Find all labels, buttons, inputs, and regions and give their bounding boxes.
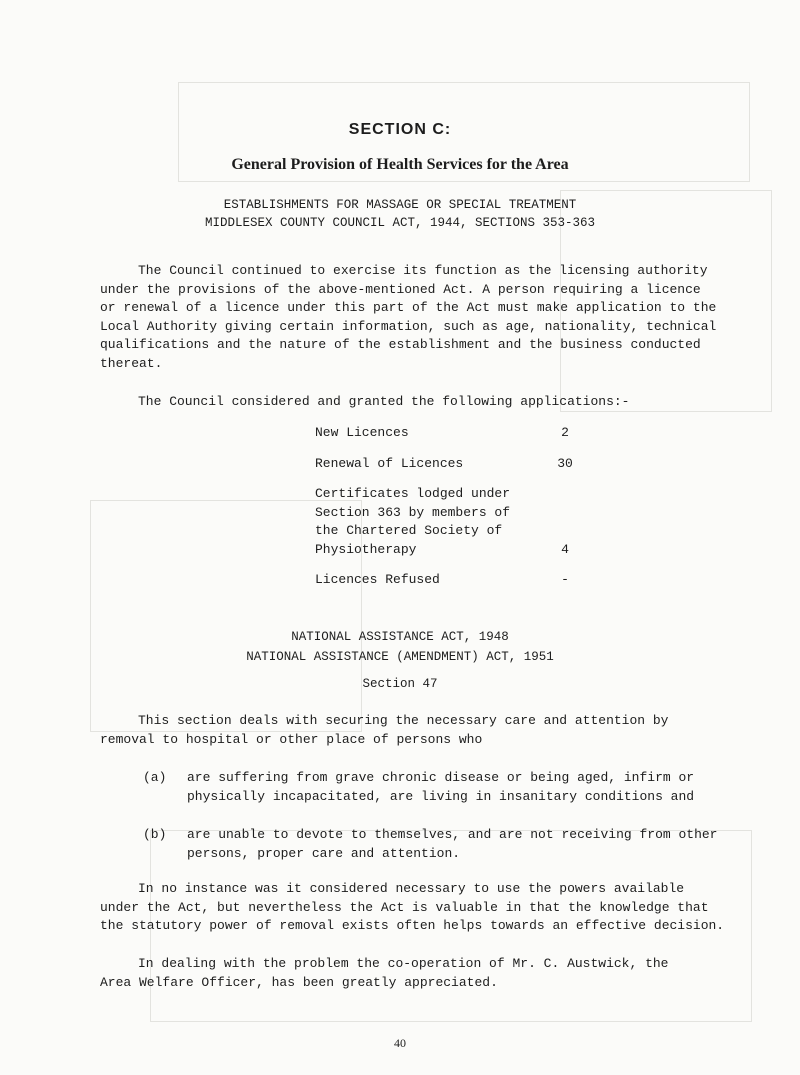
applications-row xyxy=(315,571,585,590)
establishments-heading-1: ESTABLISHMENTS FOR MASSAGE OR SPECIAL TREATMENT xyxy=(223,198,577,212)
applications-label: Section 363 by members of xyxy=(315,504,511,520)
intro-line: The Council continued to exercise its function as the licensing authority xyxy=(138,263,708,278)
applications-value: - xyxy=(561,572,569,587)
no-instance-paragraph xyxy=(100,880,740,936)
applications-row xyxy=(315,424,585,443)
applications-value: 4 xyxy=(561,541,569,557)
section-title: SECTION C: xyxy=(348,121,452,138)
applications-row xyxy=(315,485,585,559)
national-assistance-intro xyxy=(100,712,740,749)
national-assistance-heading-1: NATIONAL ASSISTANCE ACT, 1948 xyxy=(291,630,509,644)
applications-label: the Chartered Society of xyxy=(315,523,503,538)
applications-row xyxy=(315,455,585,474)
page-number: 40 xyxy=(394,1036,406,1050)
list-marker: (a) xyxy=(143,770,167,785)
applications-value: 2 xyxy=(561,425,569,440)
establishments-intro-paragraph xyxy=(100,262,740,373)
list-marker: (b) xyxy=(143,827,167,842)
establishments-heading-2: MIDDLESEX COUNTY COUNCIL ACT, 1944, SECTIONS 353-363 xyxy=(204,216,596,230)
list-item-a xyxy=(143,768,743,806)
list-line: physically incapacitated, are living in insanitary conditions and xyxy=(187,789,695,804)
para-line: under the Act, but nevertheless the Act is valuable in that the knowledge that xyxy=(100,899,709,915)
intro-line: or renewal of a licence under this part of the Act must make application to the xyxy=(100,300,717,315)
list-line: persons, proper care and attention. xyxy=(187,846,461,861)
intro-line: under the provisions of the above-mentioned Act. A person requiring a licence xyxy=(100,281,701,297)
co-operation-paragraph xyxy=(100,955,740,992)
considered-line: The Council considered and granted the following applications:- xyxy=(138,394,630,409)
section-subtitle: General Provision of Health Services for the Area xyxy=(231,156,569,173)
national-assistance-heading-3: Section 47 xyxy=(362,677,438,691)
intro-line: qualifications and the nature of the establishment and the business conducted xyxy=(100,337,701,352)
intro-line: removal to hospital or other place of persons who xyxy=(100,731,483,747)
applications-label: Physiotherapy xyxy=(315,541,417,557)
list-line: are suffering from grave chronic disease or being aged, infirm or xyxy=(187,770,695,785)
intro-line: thereat. xyxy=(100,355,163,371)
para-line: Area Welfare Officer, has been greatly appreciated. xyxy=(100,974,498,990)
intro-line: This section deals with securing the necessary care and attention by xyxy=(138,713,669,728)
applications-value: 30 xyxy=(557,455,573,471)
para-line: In dealing with the problem the co-operation of Mr. C. Austwick, the xyxy=(138,956,669,971)
applications-label: Licences Refused xyxy=(315,572,440,587)
list-item-b xyxy=(143,825,743,863)
applications-label: Certificates lodged under xyxy=(315,486,511,501)
para-line: the statutory power of removal exists often helps towards an effective decision. xyxy=(100,918,725,933)
applications-label: Renewal of Licences xyxy=(315,455,464,471)
para-line: In no instance was it considered necessary to use the powers available xyxy=(138,881,685,896)
applications-label: New Licences xyxy=(315,425,409,440)
list-line: are unable to devote to themselves, and are not receiving from other xyxy=(187,827,718,842)
applications-table xyxy=(315,424,585,590)
national-assistance-heading-2: NATIONAL ASSISTANCE (AMENDMENT) ACT, 1951 xyxy=(246,650,554,664)
intro-line: Local Authority giving certain information, such as age, nationality, technical xyxy=(100,318,717,334)
